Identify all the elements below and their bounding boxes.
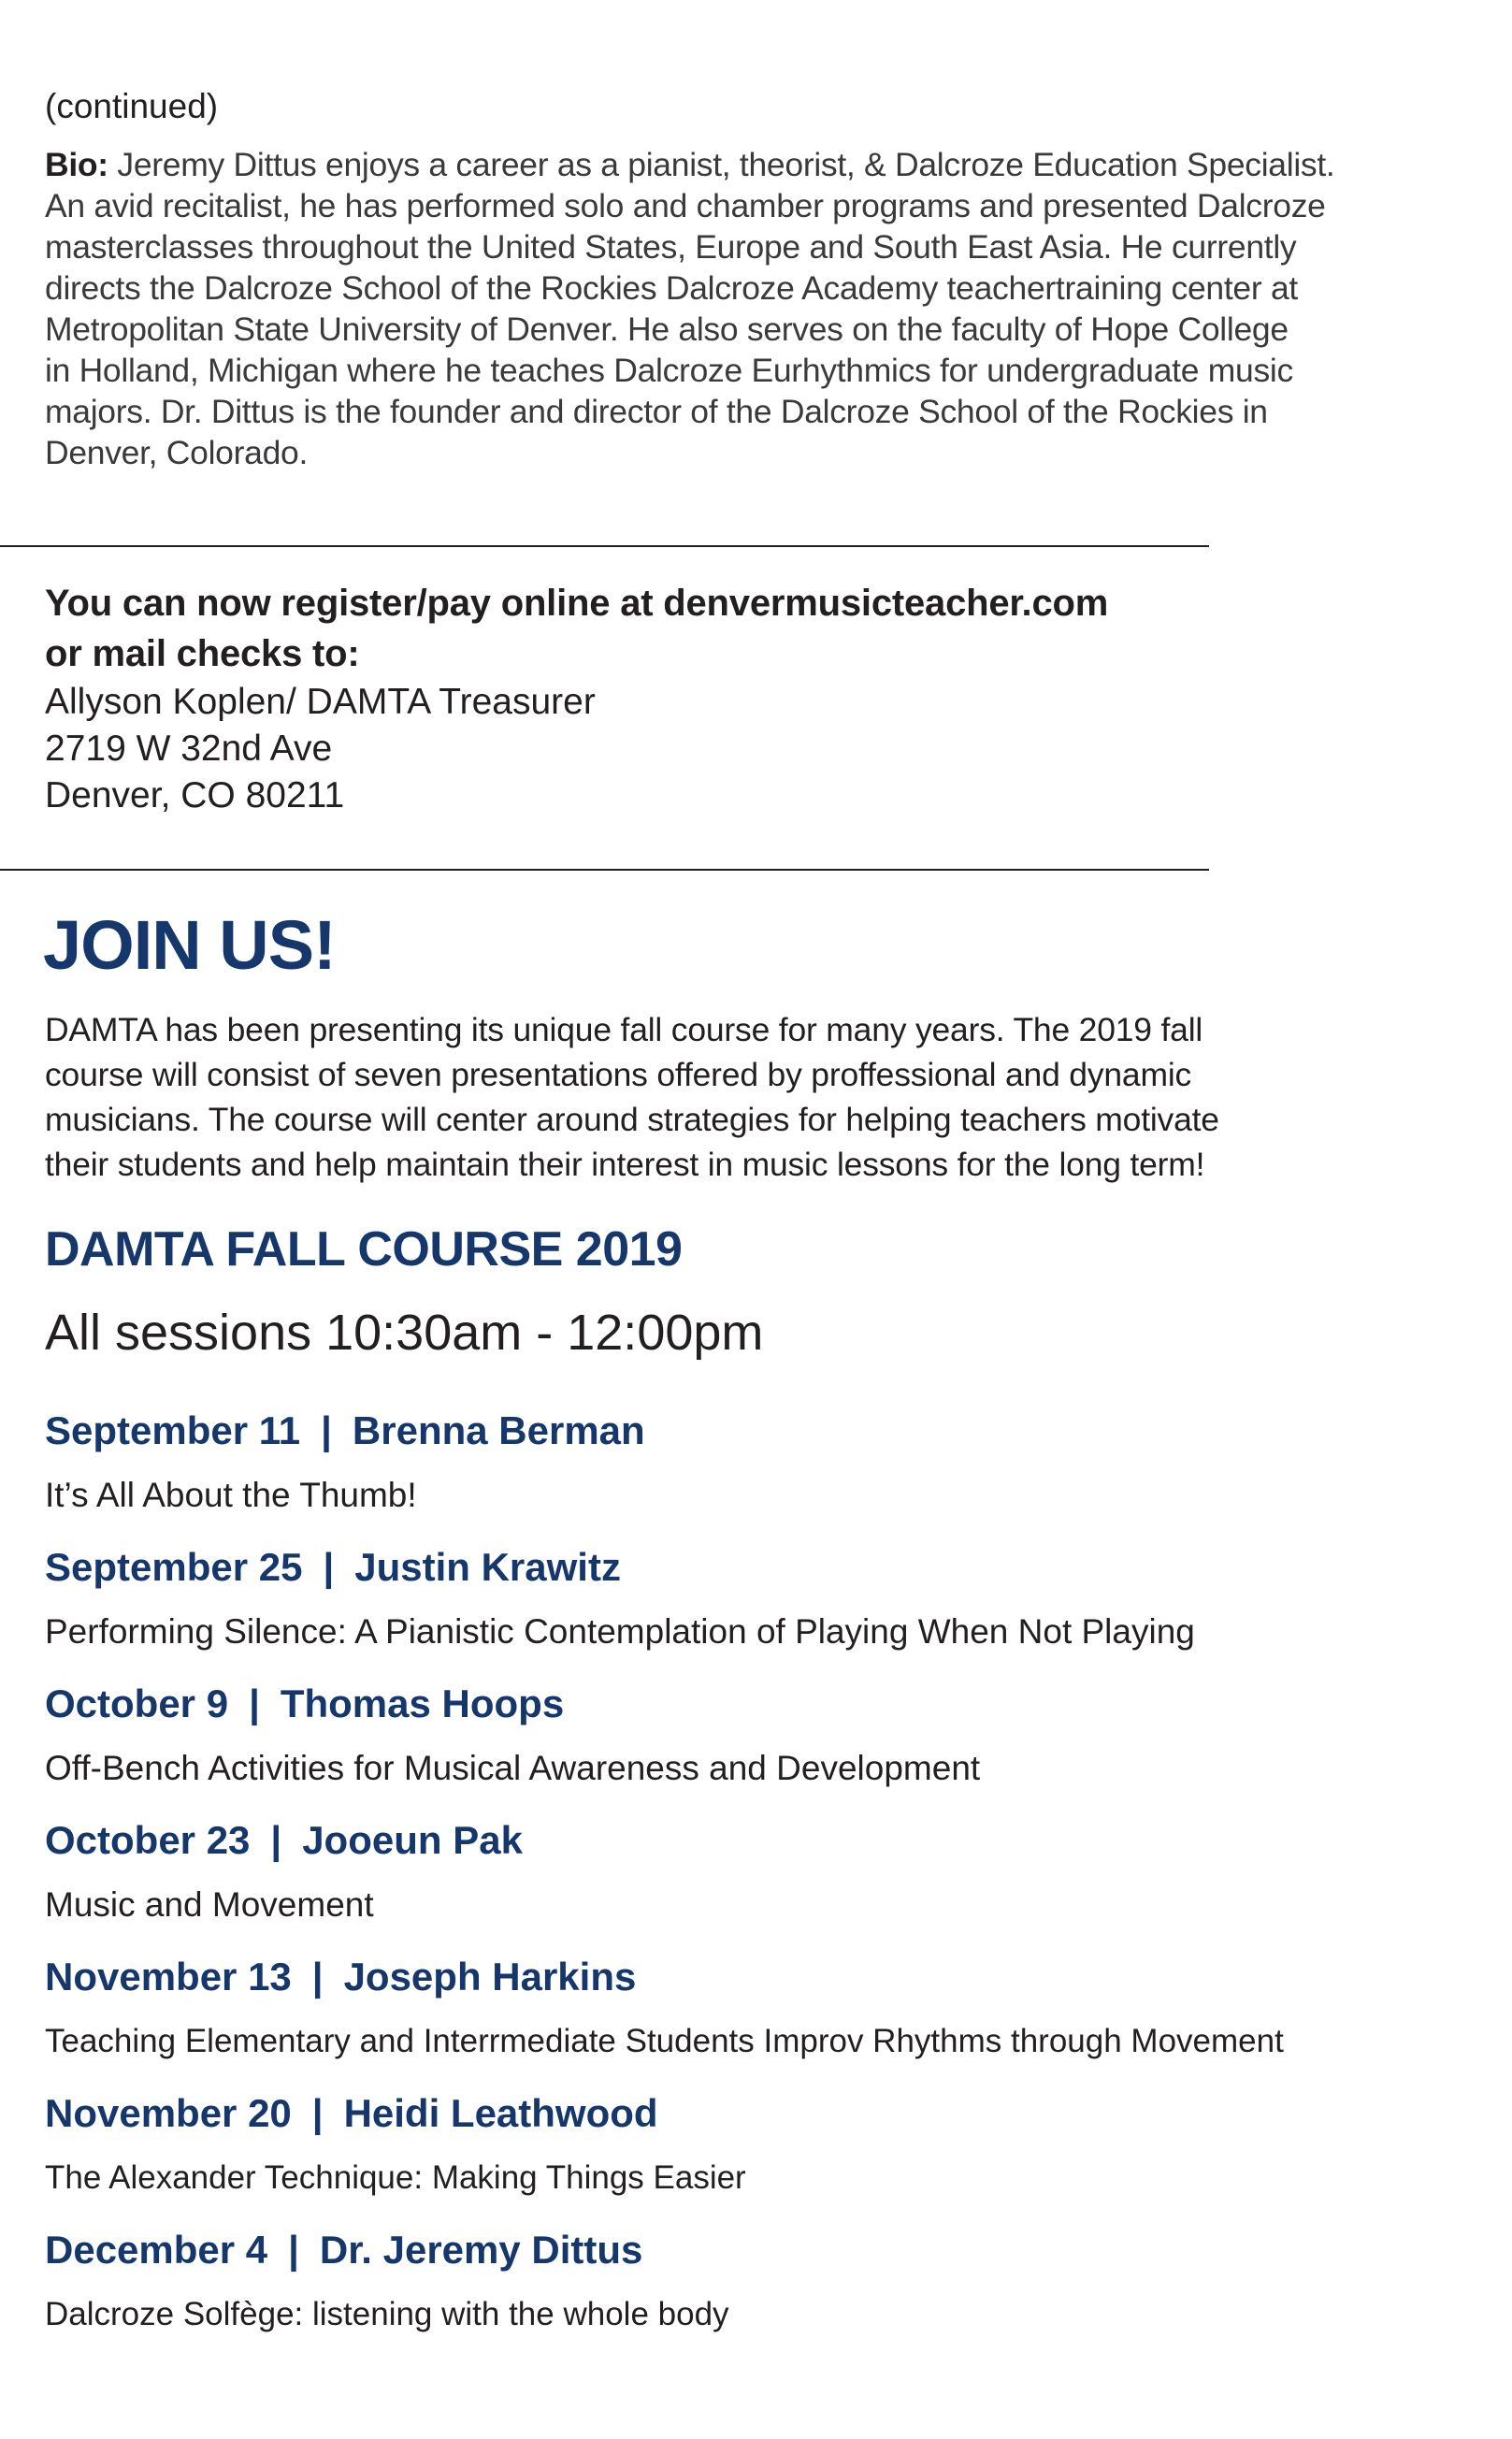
session-separator: |: [311, 2091, 324, 2135]
bio-line: masterclasses throughout the United States, Europe and South East Asia. He currently: [45, 228, 1297, 266]
session-heading: [45, 1539, 621, 1595]
bio-line: Jeremy Dittus enjoys a career as a pianist, theorist, & Dalcroze Education Specialist.: [117, 146, 1335, 183]
mail-checks-line: or mail checks to:: [45, 633, 360, 674]
session-item: [45, 1539, 1485, 1676]
session-presenter: Jooeun Pak: [302, 1818, 523, 1862]
session-topic: The Alexander Technique: Making Things Easier: [45, 2159, 746, 2196]
bio-line: in Holland, Michigan where he teaches Dalcroze Eurhythmics for undergraduate music: [45, 352, 1293, 389]
session-presenter: Joseph Harkins: [343, 1955, 637, 1999]
course-title: DAMTA FALL COURSE 2019: [45, 1222, 683, 1277]
session-separator: |: [323, 1545, 335, 1589]
session-heading: [45, 1949, 636, 2005]
bio-line: Metropolitan State University of Denver. He also serves on the faculty of Hope College: [45, 310, 1289, 348]
intro-line: DAMTA has been presenting its unique fall course for many years. The 2019 fall: [45, 1011, 1203, 1048]
session-presenter: Justin Krawitz: [354, 1545, 621, 1589]
bio-line: majors. Dr. Dittus is the founder and director of the Dalcroze School of the Rockies in: [45, 393, 1268, 430]
address-street: 2719 W 32nd Ave: [45, 729, 333, 769]
bio-line: directs the Dalcroze School of the Rockies Dalcroze Academy teachertraining center at: [45, 269, 1298, 307]
session-presenter: Dr. Jeremy Dittus: [319, 2228, 643, 2272]
intro-line: course will consist of seven presentations offered by proffessional and dynamic: [45, 1056, 1192, 1093]
address-name: Allyson Koplen/ DAMTA Treasurer: [45, 682, 596, 722]
session-date: November 13: [45, 1955, 292, 1999]
session-date: October 9: [45, 1681, 229, 1725]
session-presenter: Heidi Leathwood: [343, 2091, 658, 2135]
intro-line: their students and help maintain their interest in music lessons for the long term!: [45, 1146, 1205, 1183]
session-topic: Dalcroze Solfège: listening with the whole body: [45, 2296, 729, 2332]
session-item: [45, 1676, 1485, 1812]
session-presenter: Thomas Hoops: [280, 1681, 565, 1725]
register-online-line: You can now register/pay online at denvermusicteacher.com: [45, 583, 1109, 624]
address-city: Denver, CO 80211: [45, 775, 345, 815]
join-us-heading: JOIN US!: [43, 906, 336, 984]
session-presenter: Brenna Berman: [352, 1408, 645, 1452]
session-separator: |: [270, 1818, 282, 1862]
session-date: September 11: [45, 1408, 301, 1452]
session-item: [45, 1403, 1485, 1539]
session-date: October 23: [45, 1818, 251, 1862]
session-date: September 25: [45, 1545, 303, 1589]
bio-line: Denver, Colorado.: [45, 434, 309, 471]
course-time: All sessions 10:30am - 12:00pm: [45, 1305, 764, 1361]
divider-bottom: [0, 869, 1209, 871]
session-date: December 4: [45, 2228, 268, 2272]
session-separator: |: [311, 1955, 324, 1999]
session-topic: Off-Bench Activities for Musical Awareness and Development: [45, 1749, 981, 1787]
continued-label: (continued): [45, 87, 219, 125]
session-item: [45, 1949, 1485, 2085]
session-date: November 20: [45, 2091, 292, 2135]
bio-label: Bio:: [45, 146, 108, 183]
session-heading: [45, 1812, 523, 1869]
intro-line: musicians. The course will center around strategies for helping teachers motivate: [45, 1101, 1219, 1138]
session-topic: Teaching Elementary and Interrmediate Students Improv Rhythms through Movement: [45, 2023, 1284, 2059]
session-topic: It’s All About the Thumb!: [45, 1476, 417, 1514]
session-topic: Performing Silence: A Pianistic Contemplation of Playing When Not Playing: [45, 1612, 1195, 1651]
session-separator: |: [288, 2228, 299, 2272]
session-separator: |: [249, 1681, 260, 1725]
intro-paragraph: [45, 1007, 1429, 1187]
session-separator: |: [321, 1408, 332, 1452]
session-list: [45, 1403, 1485, 2359]
register-block: [45, 578, 1447, 819]
session-heading: [45, 1403, 645, 1459]
session-topic: Music and Movement: [45, 1885, 374, 1924]
session-heading: [45, 2085, 658, 2142]
session-item: [45, 2085, 1485, 2222]
session-item: [45, 2222, 1485, 2359]
bio-paragraph: [45, 144, 1490, 473]
session-item: [45, 1812, 1485, 1949]
session-heading: [45, 2222, 642, 2278]
session-heading: [45, 1676, 564, 1732]
bio-line: An avid recitalist, he has performed solo and chamber programs and presented Dalcroze: [45, 187, 1326, 224]
divider-top: [0, 545, 1209, 547]
